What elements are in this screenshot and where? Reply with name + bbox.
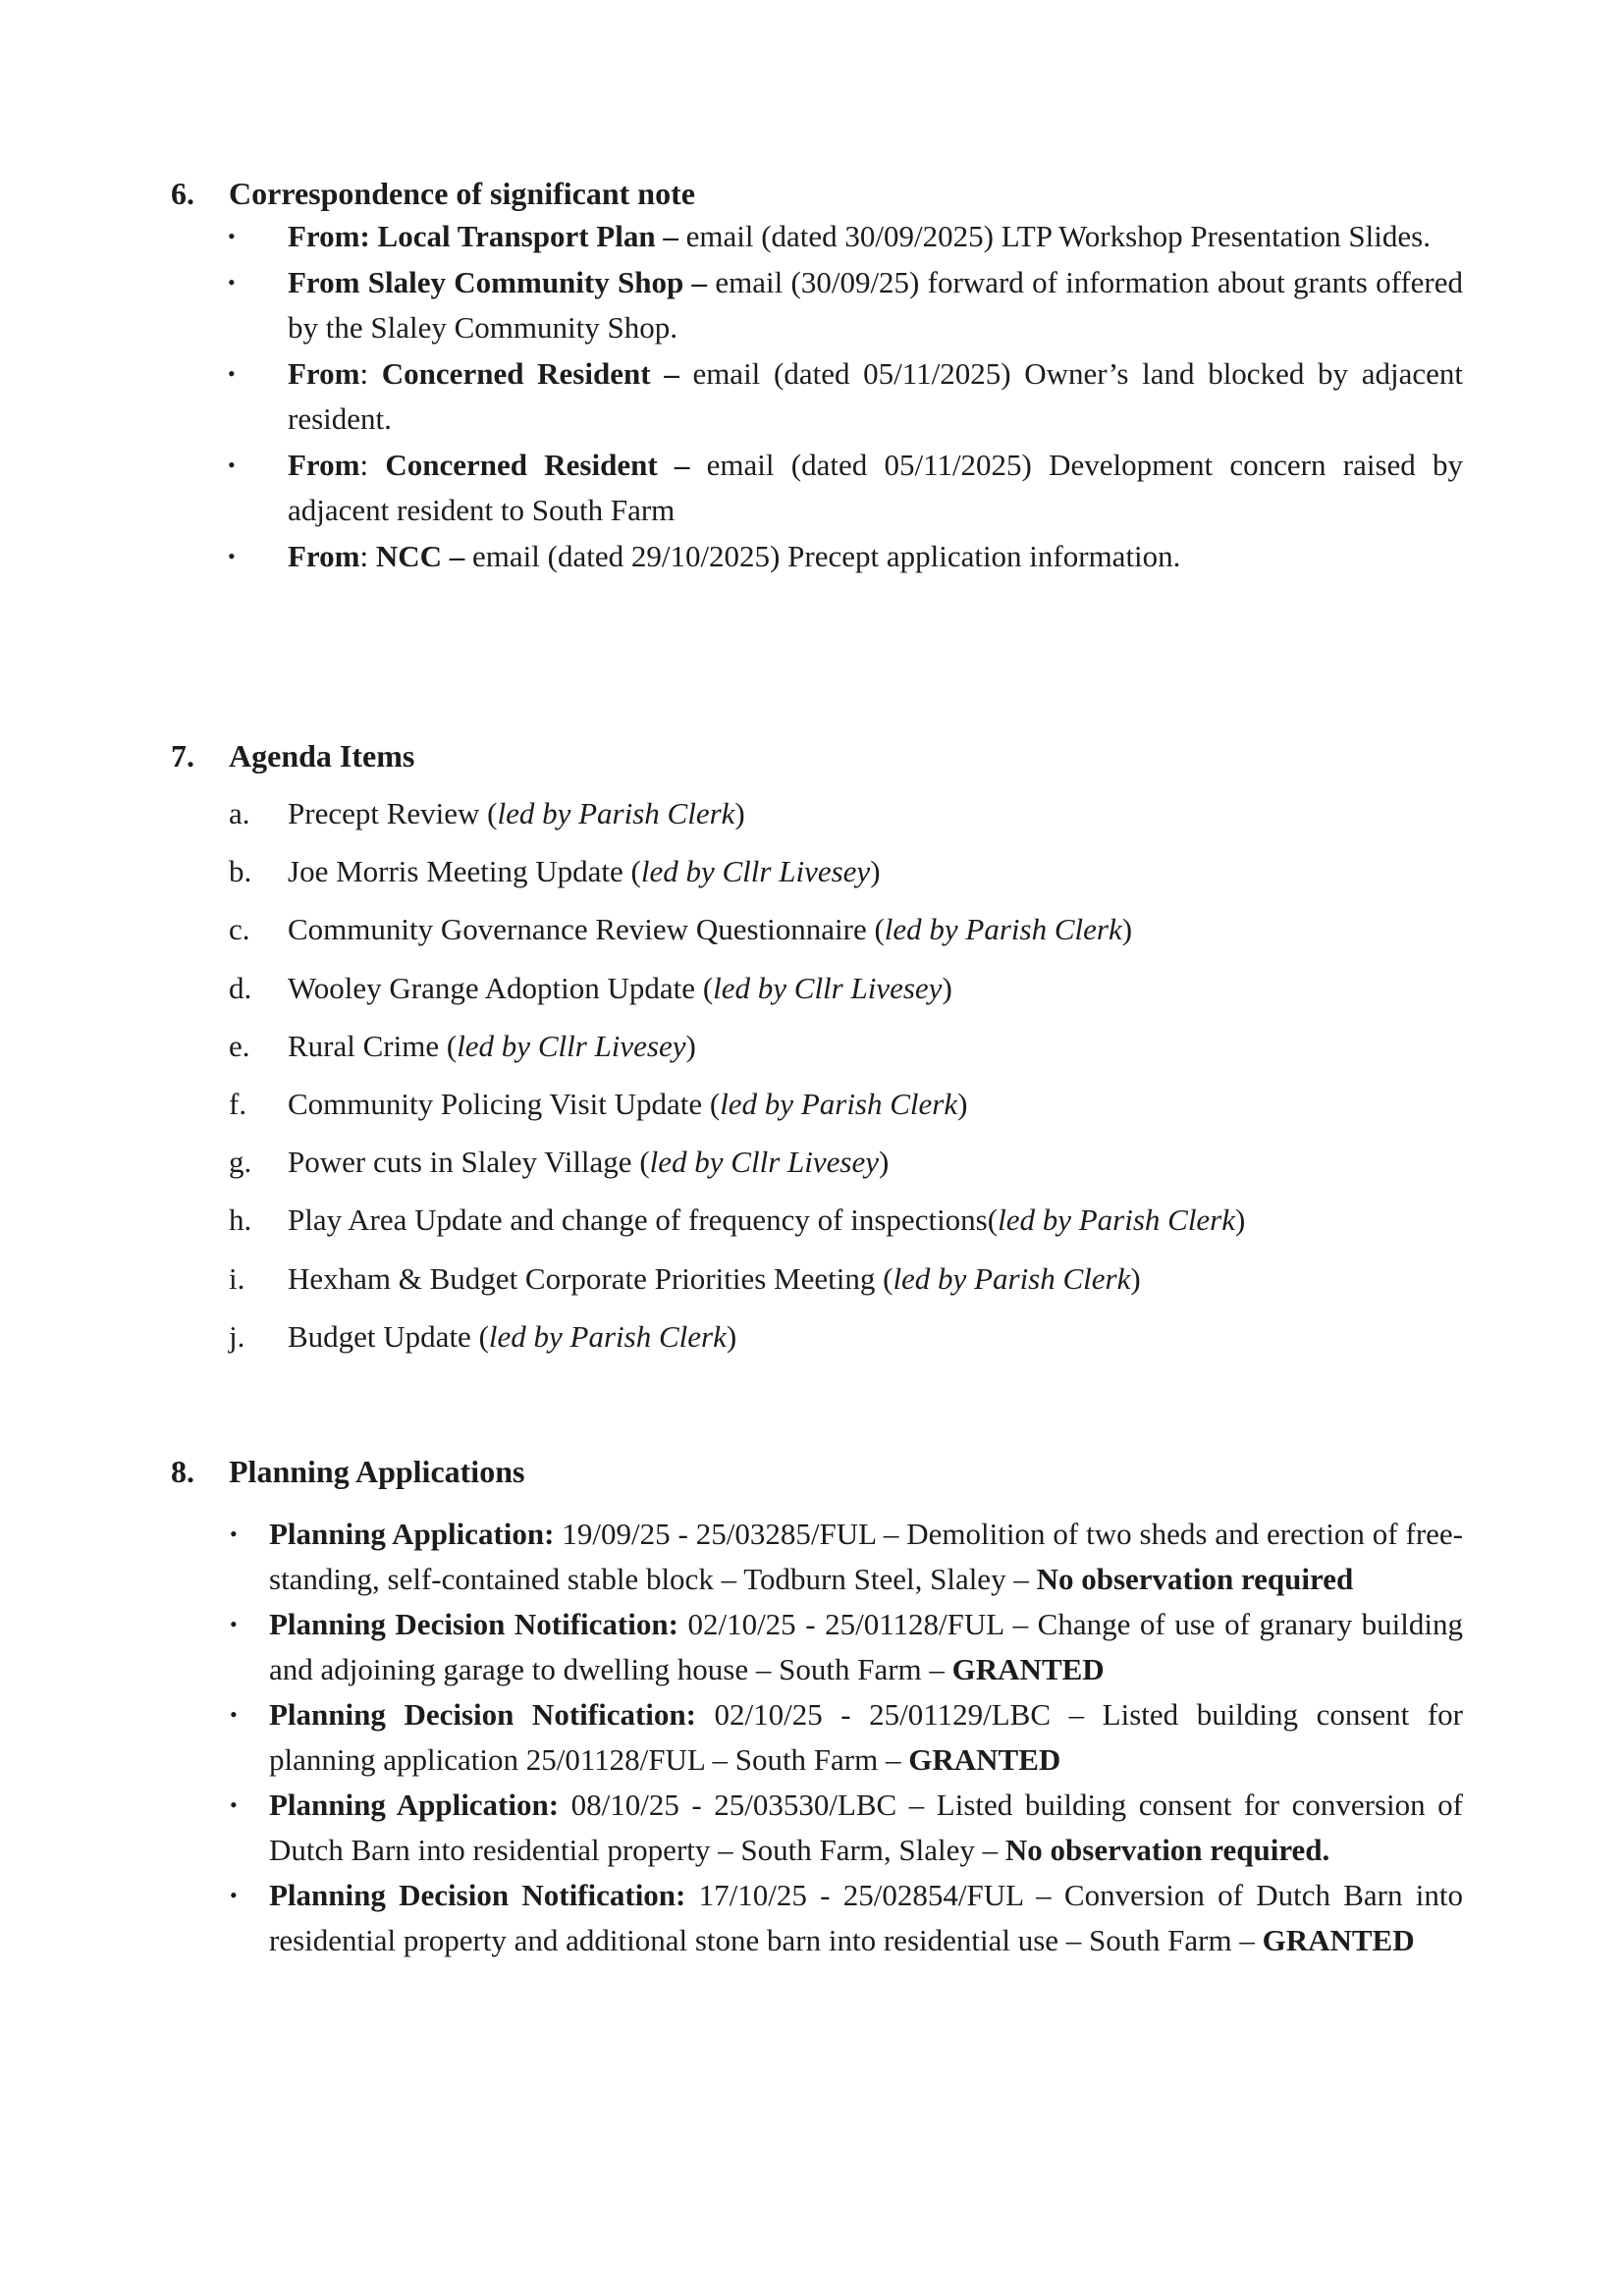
separator: – [650,355,693,391]
bullet-icon: • [230,1702,238,1727]
section-number: 6. [171,176,194,211]
planning-item [171,1692,1463,1783]
item-text: email (dated 05/11/2025) Development concern raised by adjacent resident to South Farm [288,447,1464,527]
colon: : [359,355,369,391]
planning-text: 08/10/25 - 25/03530/LBC – Listed building consent for conversion of Dutch Barn into residential property – South Farm, Slaley – [269,1788,1463,1867]
separator: – [655,219,686,253]
item-text: email (dated 05/11/2025) Owner’s land blocked by adjacent resident. [288,355,1463,436]
agenda-item: i. Hexham & Budget Corporate Priorities Meeting (led by Parish Clerk) [171,1259,1463,1299]
agenda-item: d. Wooley Grange Adoption Update (led by Cllr Livesey) [171,969,1463,1008]
sender: Concerned Resident [381,355,651,391]
correspondence-item [171,214,1463,260]
correspondence-item [171,443,1463,534]
from-label: From [288,355,360,391]
agenda-item: c. Community Governance Review Questionnaire (led by Parish Clerk) [171,910,1463,949]
item-letter: g. [229,1145,252,1180]
sender: NCC [375,538,443,573]
item-text: Wooley Grange Adoption Update [288,970,703,1005]
agenda-item: f. Community Policing Visit Update (led by Parish Clerk) [171,1085,1463,1124]
planning-label: Planning Decision Notification: [269,1878,686,1912]
item-letter: a. [229,796,250,830]
item-letter: b. [229,854,252,889]
colon: : [359,447,369,482]
item-lead: led by Parish Clerk [488,1318,727,1354]
colon: : [359,538,369,573]
item-lead: led by Cllr Livesey [457,1028,686,1063]
item-lead: led by Parish Clerk [998,1202,1236,1238]
item-letter: i. [229,1260,245,1296]
item-text: Power cuts in Slaley Village [288,1145,640,1180]
planning-list [171,1512,1463,1963]
section-title: Agenda Items [229,738,415,774]
planning-outcome: GRANTED [1262,1923,1415,1957]
bullet-icon: • [228,269,236,294]
item-lead: led by Parish Clerk [884,912,1122,947]
agenda-item: b. Joe Morris Meeting Update (led by Cllr Livesey) [171,852,1463,891]
planning-outcome: No observation required. [1004,1833,1330,1867]
item-letter: h. [229,1202,252,1238]
bullet-icon: • [230,1792,238,1817]
bullet-icon: • [230,1883,238,1907]
bullet-icon: • [230,1522,238,1546]
item-lead: led by Cllr Livesey [713,970,943,1005]
item-lead: led by Parish Clerk [720,1086,958,1121]
item-text: email (dated 29/10/2025) Precept application information. [472,538,1181,573]
correspondence-list [171,214,1463,579]
section-heading [171,1452,1463,1491]
planning-outcome: No observation required [1036,1562,1354,1596]
item-letter: d. [229,970,252,1005]
item-text: email (30/09/25) forward of information about grants offered by the Slaley Community Shop. [288,264,1464,345]
item-text: Budget Update [288,1318,479,1354]
agenda-list [171,794,1463,1357]
section-planning [171,1452,1463,1963]
agenda-item: j. Budget Update (led by Parish Clerk) [171,1317,1463,1357]
planning-item [171,1783,1463,1873]
section-number: 7. [171,738,194,774]
sender: Concerned Resident [385,447,658,482]
separator: – [657,447,707,482]
from-label: From [288,538,360,573]
planning-text: 02/10/25 - 25/01128/FUL – Change of use of granary building and adjoining garage to dwelling house – South Farm – [269,1607,1463,1686]
section-agenda [171,736,1463,1375]
item-lead: led by Cllr Livesey [649,1145,879,1180]
planning-item [171,1873,1463,1963]
item-lead: led by Cllr Livesey [640,854,871,889]
correspondence-item [171,534,1463,580]
agenda-item: e. Rural Crime (led by Cllr Livesey) [171,1027,1463,1066]
item-text: Community Governance Review Questionnaire [288,912,875,947]
bullet-icon: • [230,1612,238,1636]
planning-item [171,1602,1463,1692]
item-text: email (dated 30/09/2025) LTP Workshop Presentation Slides. [685,219,1431,253]
bullet-icon: • [228,224,236,248]
planning-outcome: GRANTED [908,1742,1061,1777]
section-heading [171,736,1463,775]
planning-label: Planning Decision Notification: [269,1607,678,1641]
section-correspondence [171,174,1463,579]
item-letter: e. [229,1028,250,1063]
agenda-item: g. Power cuts in Slaley Village (led by Cllr Livesey) [171,1143,1463,1182]
item-text: Community Policing Visit Update [288,1086,710,1121]
item-text: Hexham & Budget Corporate Priorities Meeting [288,1260,884,1296]
correspondence-item [171,351,1463,443]
planning-text: 17/10/25 - 25/02854/FUL – Conversion of Dutch Barn into residential property and additional stone barn into residential use – South Farm – [269,1878,1463,1957]
agenda-item: a. Precept Review (led by Parish Clerk) [171,794,1463,833]
section-title: Correspondence of significant note [229,176,695,211]
item-letter: f. [229,1086,247,1121]
section-number: 8. [171,1454,194,1489]
bullet-icon: • [228,452,236,477]
planning-item [171,1512,1463,1602]
separator: – [442,538,473,573]
item-text: Play Area Update and change of frequency of inspections [288,1202,988,1238]
agenda-item: h. Play Area Update and change of frequency of inspections(led by Parish Clerk) [171,1201,1463,1240]
correspondence-item [171,260,1463,351]
bullet-icon: • [228,543,236,568]
section-title: Planning Applications [229,1454,525,1489]
item-lead: led by Parish Clerk [893,1260,1131,1296]
item-letter: c. [229,912,250,947]
item-lead: led by Parish Clerk [497,796,735,830]
sender: Slaley Community Shop [367,264,684,299]
planning-text: 02/10/25 - 25/01129/LBC – Listed building consent for planning application 25/01128/FUL – South Farm – [269,1697,1463,1777]
item-text: Precept Review [288,796,488,830]
planning-label: Planning Application: [269,1517,555,1551]
planning-outcome: GRANTED [951,1652,1105,1686]
from-label: From [288,447,360,482]
item-text: Joe Morris Meeting Update [288,854,631,889]
bullet-icon: • [228,360,236,386]
planning-label: Planning Application: [269,1788,560,1822]
item-text: Rural Crime [288,1028,447,1063]
sender: Local Transport Plan [377,219,656,253]
planning-text: 19/09/25 - 25/03285/FUL – Demolition of two sheds and erection of free-standing, self-contained stable block – Todburn Steel, Slaley – [269,1517,1463,1596]
section-heading [171,174,1463,213]
planning-label: Planning Decision Notification: [269,1697,696,1732]
from-label: From: [288,219,370,253]
from-label: From [288,264,360,299]
item-letter: j. [229,1318,245,1354]
separator: – [683,264,716,299]
